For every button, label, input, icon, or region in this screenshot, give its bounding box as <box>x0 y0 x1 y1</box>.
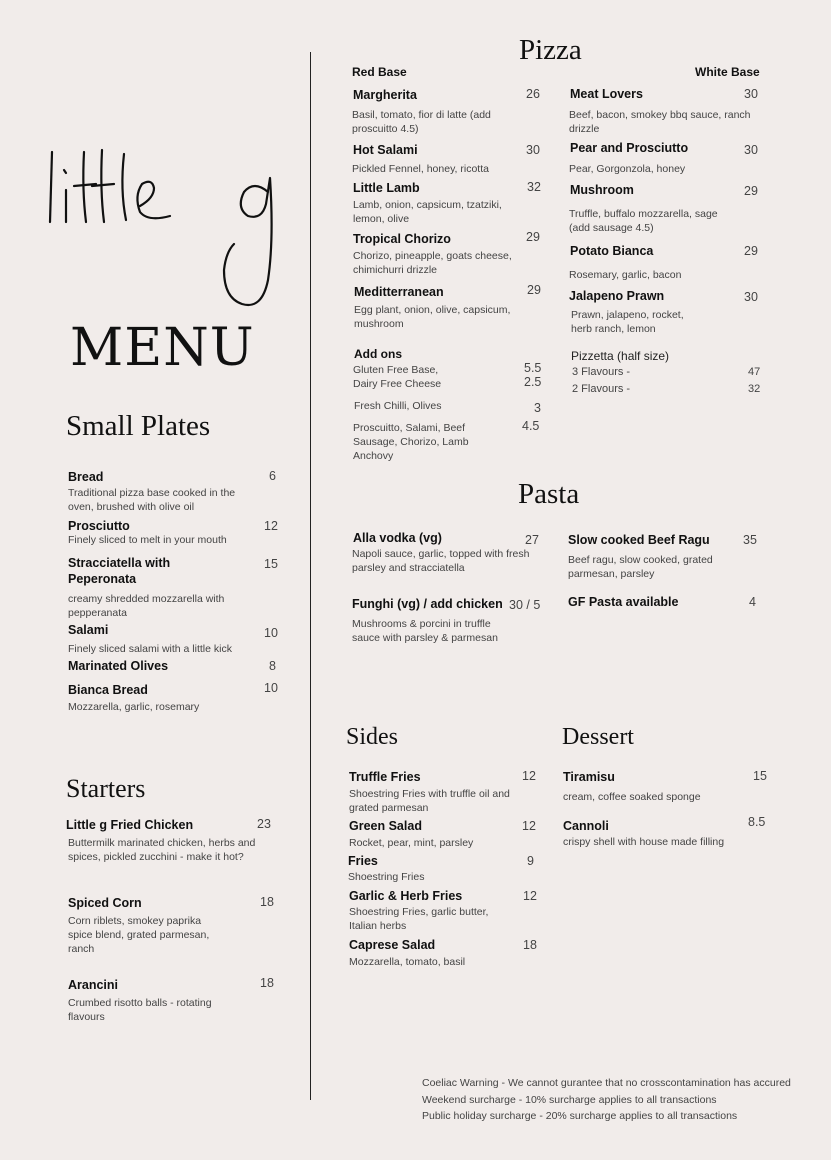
sides-title: Sides <box>346 724 399 750</box>
menu-item-name: Caprese Salad <box>349 938 436 952</box>
menu-item-price: 30 <box>744 87 758 101</box>
menu-item-desc: Finely sliced salami with a little kick <box>68 643 232 655</box>
menu-item-price: 29 <box>744 184 758 198</box>
menu-item-desc: Shoestring Fries <box>348 871 425 883</box>
menu-item-price: 10 <box>264 626 278 640</box>
menu-item-desc: Pear, Gorgonzola, honey <box>569 163 686 175</box>
menu-item-desc: Mushrooms & porcini in truffle sauce with parsley & parmesan <box>352 618 498 644</box>
menu-item-name: Meditterranean <box>354 285 444 299</box>
small-plates-title: Small Plates <box>66 410 211 442</box>
menu-item-price: 15 <box>753 769 767 783</box>
menu-item-name: GF Pasta available <box>568 595 679 609</box>
menu-item-desc: Beef ragu, slow cooked, grated parmesan, parsley <box>568 554 713 580</box>
menu-item-name: Marinated Olives <box>68 659 169 673</box>
menu-item-name: Tiramisu <box>563 770 615 784</box>
menu-item-desc: Beef, bacon, smokey bbq sauce, ranch drizzle <box>569 109 751 135</box>
menu-item-price: 12 <box>522 769 536 783</box>
menu-item-desc: Egg plant, onion, olive, capsicum, mushroom <box>354 304 511 330</box>
menu-item-desc: Crumbed risotto balls - rotating flavours <box>68 997 212 1023</box>
menu-item-price: 12 <box>522 819 536 833</box>
menu-item-name: Bianca Bread <box>68 683 148 697</box>
addon-price: 4.5 <box>522 419 540 433</box>
menu-item-name: Alla vodka (vg) <box>353 531 442 545</box>
menu-item-name: Prosciutto <box>68 519 130 533</box>
starters-title: Starters <box>66 774 146 803</box>
addon-price: 3 <box>534 401 541 415</box>
menu-item-name: Potato Bianca <box>570 244 654 258</box>
menu-item-name: Funghi (vg) / add chicken <box>352 597 503 611</box>
menu-item-name: Little Lamb <box>353 181 420 195</box>
addon-label: Fresh Chilli, Olives <box>354 400 442 412</box>
menu-item-price: 30 <box>744 290 758 304</box>
menu-item-desc: Corn riblets, smokey paprika spice blend, grated parmesan, ranch <box>68 915 210 955</box>
white-base-label: White Base <box>695 65 760 79</box>
menu-item-price: 29 <box>744 244 758 258</box>
menu-item-price: 6 <box>269 469 276 483</box>
pasta-title: Pasta <box>518 478 580 510</box>
pizzetta-title: Pizzetta (half size) <box>571 349 670 363</box>
menu-item-desc: Mozzarella, tomato, basil <box>349 956 466 968</box>
menu-item-desc: Traditional pizza base cooked in the oven, brushed with olive oil <box>68 487 236 513</box>
menu-item-name: Green Salad <box>349 819 422 833</box>
pizzetta-price: 32 <box>748 383 761 395</box>
weekend-surcharge-note: Weekend surcharge - 10% surcharge applies to all transactions <box>422 1094 717 1106</box>
menu-item-price: 9 <box>527 854 534 868</box>
menu-item-price: 29 <box>526 230 540 244</box>
menu-item-desc: Rosemary, garlic, bacon <box>569 269 682 281</box>
menu-item-name: Garlic & Herb Fries <box>349 889 463 903</box>
menu-item-price: 32 <box>527 180 541 194</box>
menu-item-price: 12 <box>523 889 537 903</box>
addons-title: Add ons <box>354 347 402 361</box>
menu-item-price: 12 <box>264 519 278 533</box>
menu-item-desc: Truffle, buffalo mozzarella, sage (add sausage 4.5) <box>569 208 718 234</box>
menu-item-name: Truffle Fries <box>349 770 421 784</box>
menu-item-desc: Finely sliced to melt in your mouth <box>68 534 227 546</box>
menu-item-name: Fries <box>348 854 378 868</box>
menu-item-price: 18 <box>260 895 274 909</box>
menu-item-name: Meat Lovers <box>570 87 643 101</box>
menu-item-desc: Mozzarella, garlic, rosemary <box>68 701 200 713</box>
menu-item-name: Little g Fried Chicken <box>66 818 194 832</box>
addon-label: Gluten Free Base, Dairy Free Cheese <box>353 364 442 390</box>
coeliac-warning: Coeliac Warning - We cannot gurantee that no crosscontamination has accured <box>422 1077 791 1089</box>
column-divider <box>310 52 311 1100</box>
menu-item-desc: Rocket, pear, mint, parsley <box>349 837 474 849</box>
menu-item-desc: Buttermilk marinated chicken, herbs and spices, pickled zucchini - make it hot? <box>68 837 256 863</box>
dessert-title: Dessert <box>562 724 634 750</box>
menu-item-name: Margherita <box>353 88 417 102</box>
menu-item-desc: cream, coffee soaked sponge <box>563 791 701 803</box>
menu-item-name: Bread <box>68 470 104 484</box>
menu-item-price: 18 <box>523 938 537 952</box>
menu-item-name: Arancini <box>68 978 119 992</box>
menu-item-price: 4 <box>749 595 756 609</box>
menu-item-desc: Napoli sauce, garlic, topped with fresh parsley and stracciatella <box>352 548 530 574</box>
menu-item-desc: Shoestring Fries with truffle oil and grated parmesan <box>349 788 510 814</box>
pizzetta-option: 2 Flavours - <box>572 383 631 395</box>
menu-item-name: Cannoli <box>563 819 609 833</box>
menu-item-name: Hot Salami <box>353 143 418 157</box>
menu-item-desc: creamy shredded mozzarella with pepperanata <box>68 593 225 619</box>
menu-item-name: Pear and Prosciutto <box>570 141 689 155</box>
menu-item-price: 15 <box>264 557 278 571</box>
menu-item-price: 8 <box>269 659 276 673</box>
menu-item-price: 8.5 <box>748 815 766 829</box>
menu-item-price: 30 <box>744 143 758 157</box>
little-g-logo <box>44 140 284 320</box>
menu-item-name: Slow cooked Beef Ragu <box>568 533 710 547</box>
holiday-surcharge-note: Public holiday surcharge - 20% surcharge applies to all transactions <box>422 1110 738 1122</box>
menu-item-price: 30 <box>526 143 540 157</box>
menu-item-price: 27 <box>525 533 539 547</box>
menu-item-desc: Chorizo, pineapple, goats cheese, chimichurri drizzle <box>353 250 512 276</box>
pizzetta-option: 3 Flavours - <box>572 366 631 378</box>
red-base-label: Red Base <box>352 65 407 79</box>
menu-item-name: Stracciatella with Peperonata <box>68 556 171 586</box>
pizza-title: Pizza <box>519 34 582 66</box>
menu-title: MENU <box>70 318 255 378</box>
menu-item-price: 26 <box>526 87 540 101</box>
menu-item-name: Tropical Chorizo <box>353 232 451 246</box>
menu-item-desc: Basil, tomato, fior di latte (add proscuitto 4.5) <box>352 109 491 135</box>
addon-price: 5.5 2.5 <box>524 361 542 389</box>
menu-item-name: Spiced Corn <box>68 896 142 910</box>
menu-item-price: 18 <box>260 976 274 990</box>
menu-item-name: Salami <box>68 623 109 637</box>
menu-item-price: 10 <box>264 681 278 695</box>
menu-item-price: 23 <box>257 817 271 831</box>
addon-label: Proscuitto, Salami, Beef Sausage, Chorizo, Lamb Anchovy <box>353 422 469 462</box>
menu-item-name: Jalapeno Prawn <box>569 289 665 303</box>
menu-item-price: 30 / 5 <box>509 598 541 612</box>
menu-item-price: 29 <box>527 283 541 297</box>
pizzetta-price: 47 <box>748 366 761 378</box>
menu-item-desc: Shoestring Fries, garlic butter, Italian herbs <box>349 906 489 932</box>
menu-item-desc: Prawn, jalapeno, rocket, herb ranch, lemon <box>571 309 684 335</box>
menu-item-price: 35 <box>743 533 757 547</box>
menu-item-desc: Pickled Fennel, honey, ricotta <box>352 163 489 175</box>
menu-item-desc: Lamb, onion, capsicum, tzatziki, lemon, olive <box>353 199 502 225</box>
menu-item-desc: crispy shell with house made filling <box>563 836 725 848</box>
menu-item-name: Mushroom <box>570 183 634 197</box>
